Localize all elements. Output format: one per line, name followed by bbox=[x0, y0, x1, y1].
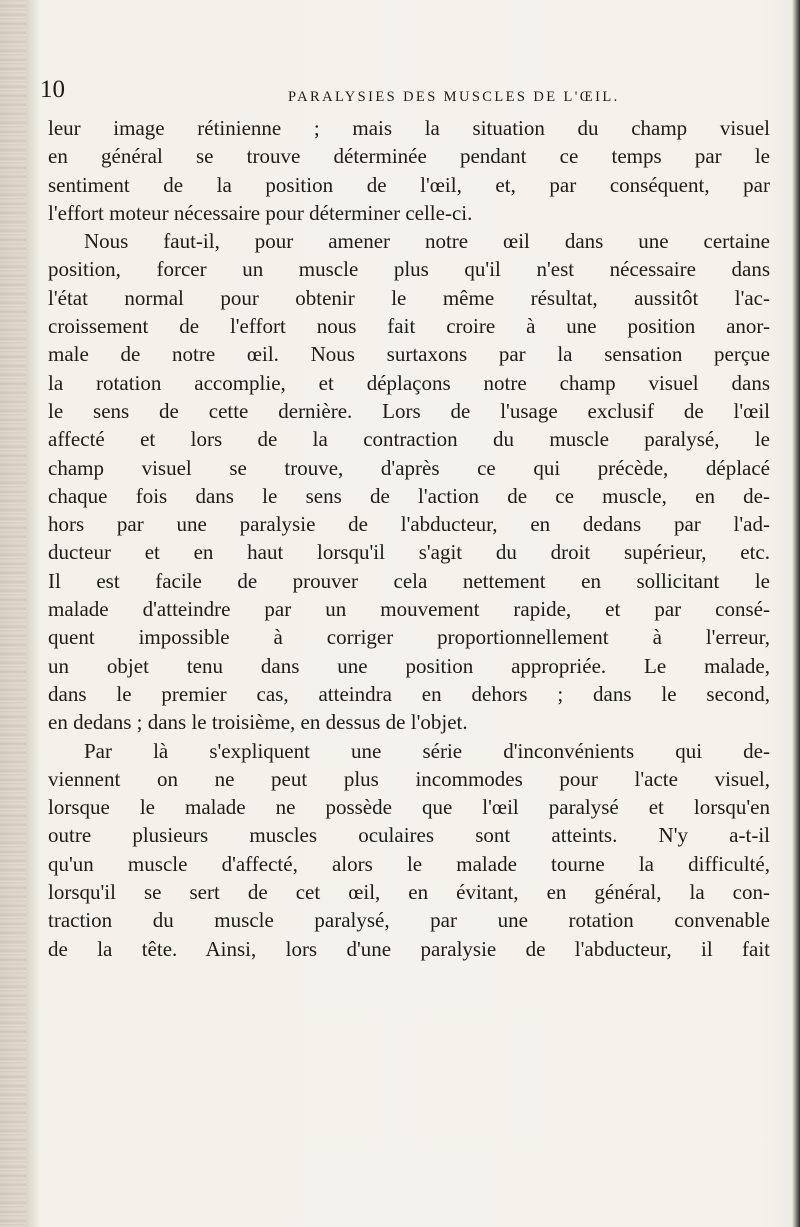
text-line: lorsque le malade ne possède que l'œil paralysé et lorsqu'en bbox=[48, 795, 770, 820]
text-line: l'effort moteur nécessaire pour déterminer celle-ci. bbox=[48, 200, 473, 225]
text-line: Nous faut-il, pour amener notre œil dans une certaine bbox=[84, 229, 770, 254]
text-line: male de notre œil. Nous surtaxons par la sensation perçue bbox=[48, 342, 770, 367]
text-line: affecté et lors de la contraction du muscle paralysé, le bbox=[48, 427, 770, 452]
page-header bbox=[40, 76, 760, 110]
text-line: champ visuel se trouve, d'après ce qui précède, déplacé bbox=[48, 455, 770, 480]
text-line: en général se trouve déterminée pendant ce temps par le bbox=[48, 144, 770, 169]
text-line: position, forcer un muscle plus qu'il n'est nécessaire dans bbox=[48, 257, 770, 282]
page-binding-shadow bbox=[0, 0, 26, 1227]
text-line: dans le premier cas, atteindra en dehors ; dans le second, bbox=[48, 681, 770, 706]
body-text bbox=[48, 114, 770, 963]
text-line: quent impossible à corriger proportionnellement à l'erreur, bbox=[48, 625, 770, 650]
page-right-edge bbox=[792, 0, 800, 1227]
text-line: lorsqu'il se sert de cet œil, en évitant, en général, la con- bbox=[48, 880, 770, 905]
text-line: chaque fois dans le sens de l'action de ce muscle, en de- bbox=[48, 483, 770, 508]
text-line: traction du muscle paralysé, par une rotation convenable bbox=[48, 908, 770, 933]
text-line: malade d'atteindre par un mouvement rapide, et par consé- bbox=[48, 597, 770, 622]
text-line: Il est facile de prouver cela nettement en sollicitant le bbox=[48, 568, 770, 593]
text-line: un objet tenu dans une position appropriée. Le malade, bbox=[48, 653, 770, 678]
text-line: de la tête. Ainsi, lors d'une paralysie de l'abducteur, il fait bbox=[48, 936, 770, 961]
text-line: leur image rétinienne ; mais la situation du champ visuel bbox=[48, 116, 770, 140]
text-line: qu'un muscle d'affecté, alors le malade tourne la difficulté, bbox=[48, 851, 770, 876]
text-line: l'état normal pour obtenir le même résultat, aussitôt l'ac- bbox=[48, 285, 770, 310]
text-line: ducteur et en haut lorsqu'il s'agit du droit supérieur, etc. bbox=[48, 540, 770, 565]
text-line: Par là s'expliquent une série d'inconvénients qui de- bbox=[84, 738, 770, 763]
text-line: viennent on ne peut plus incommodes pour l'acte visuel, bbox=[48, 766, 770, 791]
text-line: hors par une paralysie de l'abducteur, en dedans par l'ad- bbox=[48, 512, 770, 537]
text-line: sentiment de la position de l'œil, et, par conséquent, par bbox=[48, 172, 770, 197]
running-head: PARALYSIES DES MUSCLES DE L'ŒIL. bbox=[288, 89, 620, 105]
text-line: la rotation accomplie, et déplaçons notre champ visuel dans bbox=[48, 370, 770, 395]
page-number: 10 bbox=[40, 76, 65, 103]
page-gutter-shadow bbox=[26, 0, 40, 1227]
text-line: croissement de l'effort nous fait croire à une position anor- bbox=[48, 314, 770, 339]
text-line: outre plusieurs muscles oculaires sont atteints. N'y a-t-il bbox=[48, 823, 770, 848]
text-line: en dedans ; dans le troisième, en dessus de l'objet. bbox=[48, 710, 468, 735]
text-line: le sens de cette dernière. Lors de l'usage exclusif de l'œil bbox=[48, 398, 770, 423]
